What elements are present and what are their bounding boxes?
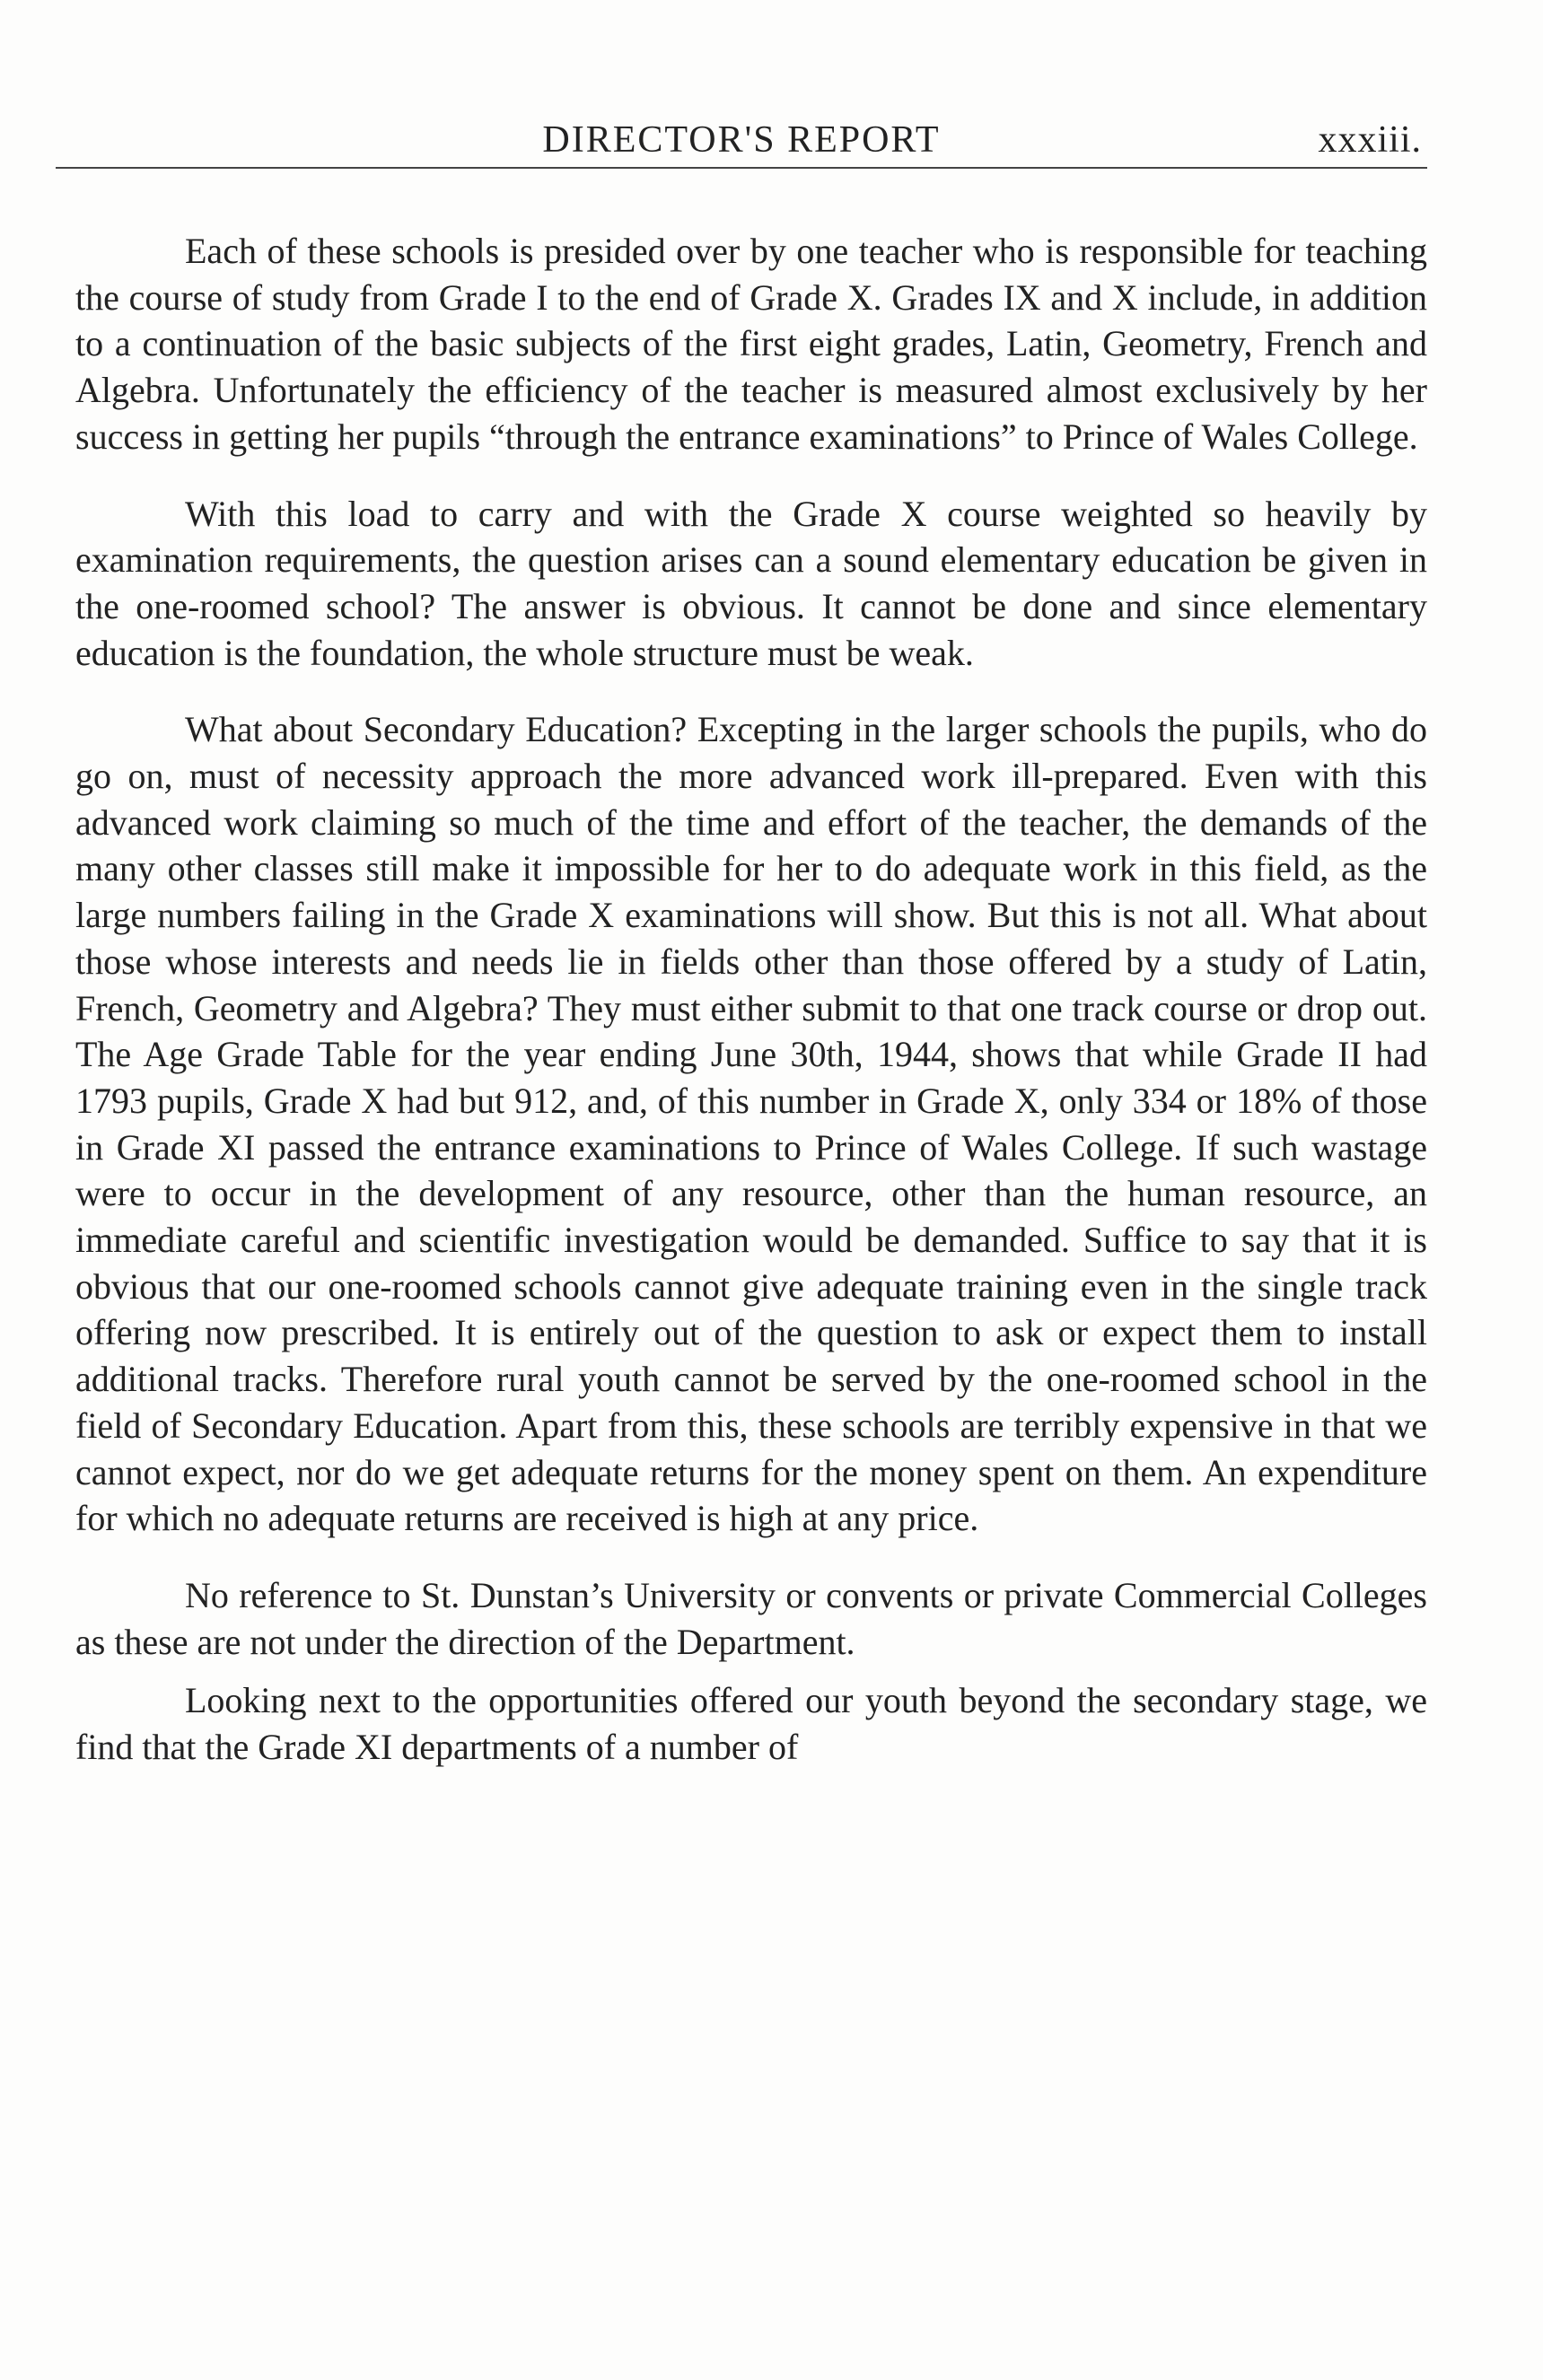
paragraph-elementary-education: With this load to carry and with the Grade X course weighted so heavily by examination requirements, the question arises can a sound elementary education be given in the one-roomed school? The answer is obvious. It cannot be done and since elementary education is the foundation, the whole structure must be weak. [75, 493, 1427, 673]
paragraph-one-roomed-schools: Each of these schools is presided over by one teacher who is responsible for teaching the course of study from Grade I to the end of Grade X. Grades IX and X include, in addition to a continuation of the basic subjects of the first eight grades, Latin, Geometry, French and Algebra. Unfortunately the efficiency of the teacher is measured almost exclusively by her success in getting her pupils “through the entrance examinations” to Prince of Wales College. [75, 231, 1427, 457]
running-header [56, 113, 1427, 169]
body-text [75, 228, 1427, 1771]
paragraph-st-dunstans: No reference to St. Dunstan’s University or convents or private Commercial Colleges as these are not under the direction of the Department. [75, 1574, 1427, 1662]
paragraph-beyond-secondary: Looking next to the opportunities offered our youth beyond the secondary stage, we find that the Grade XI departments of a number of [75, 1680, 1427, 1768]
paragraph-secondary-education: What about Secondary Education? Excepting in the larger schools the pupils, who do go on, must of necessity approach the more advanced work ill-prepared. Even with this advanced work claiming so much of the time and effort of the teacher, the demands of the many other classes still make it impossible for her to do adequate work in this field, as the large numbers failing in the Grade X examinations will show. But this is not all. What about those whose interests and needs lie in fields other than those offered by a study of Latin, French, Geometry and Algebra? They must either submit to that one track course or drop out. The Age Grade Table for the year ending June 30th, 1944, shows that while Grade II had 1793 pupils, Grade X had but 912, and, of this number in Grade X, only 334 or 18% of those in Grade XI passed the entrance examinations to Prince of Wales College. If such wastage were to occur in the development of any resource, other than the human resource, an immediate careful and scientific investigation would be demanded. Suffice to say that it is obvious that our one-roomed schools cannot give adequate training even in the single track offering now prescribed. It is entirely out of the question to ask or expect them to install additional tracks. Therefore rural youth cannot be served by the one-roomed school in the field of Secondary Education. Apart from this, these schools are terribly expensive in that we cannot expect, nor do we get adequate returns for the money spent on them. An expenditure for which no adequate returns are received is high at any price. [75, 709, 1427, 1539]
running-title: DIRECTOR'S REPORT [542, 119, 941, 161]
page-number: xxxiii. [1318, 119, 1422, 161]
